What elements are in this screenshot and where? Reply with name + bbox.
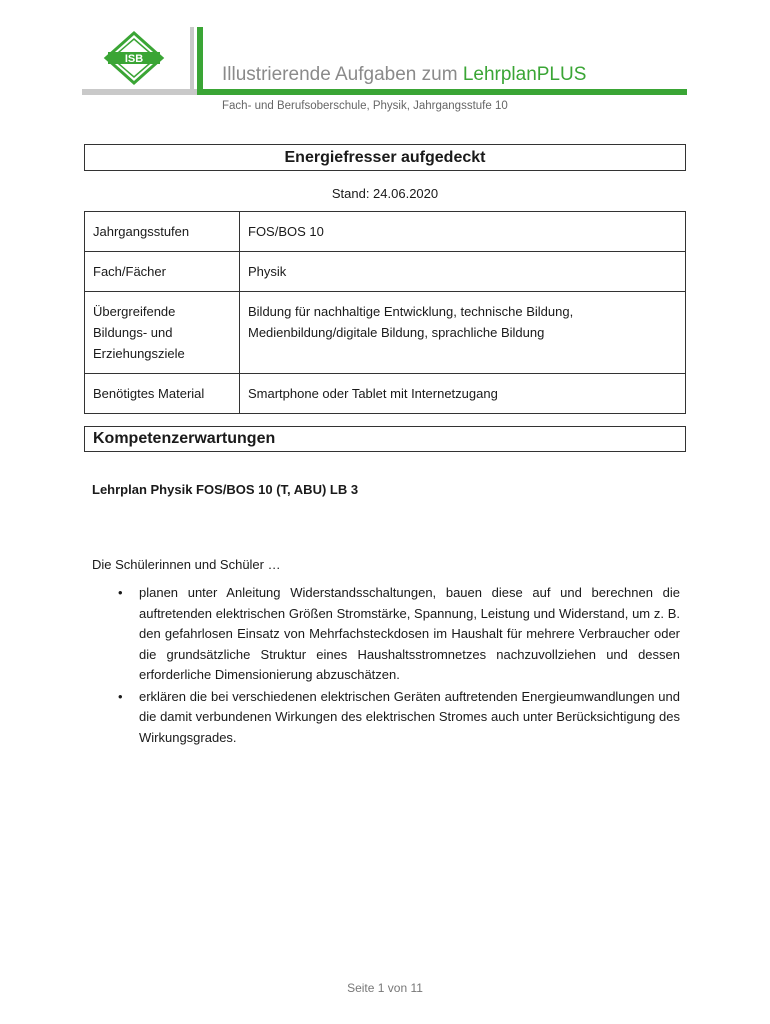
header-green-horizontal-bar bbox=[197, 89, 687, 95]
table-label: Jahrgangsstufen bbox=[85, 212, 240, 252]
bullet-icon: • bbox=[118, 585, 123, 600]
bullet-icon: • bbox=[118, 688, 123, 704]
header-green-vertical-bar bbox=[197, 27, 203, 95]
table-row bbox=[85, 292, 686, 374]
header-title-brand: LehrplanPLUS bbox=[462, 64, 587, 85]
table-row bbox=[85, 374, 686, 414]
header-gray-vertical-bar bbox=[190, 27, 194, 93]
header-subtitle: Fach- und Berufsoberschule, Physik, Jahrgangsstufe 10 bbox=[222, 100, 508, 112]
list-item-text: erklären die bei verschiedenen elektrischen Geräten auftretenden Energieumwandlungen und die damit verbundenen Wirkungen des elektrischen Stromes auch unter Berücksichtigung des Wirkungsgrades. bbox=[139, 688, 680, 745]
document-title: Energiefresser aufgedeckt bbox=[84, 144, 686, 171]
header-gray-horizontal-bar bbox=[82, 89, 202, 95]
table-value: Physik bbox=[240, 252, 686, 292]
competencies-intro: Die Schülerinnen und Schüler … bbox=[92, 557, 281, 572]
list-item bbox=[92, 583, 680, 686]
list-item-text: planen unter Anleitung Widerstandsschaltungen, bauen diese auf und berechnen die auftretenden elektrischen Größen Stromstärke, Spannung, Leistung und Widerstand, um z. B. den gefahrlosen Einsatz von Mehrfachsteckdosen im Haushalt für mehrere Verbraucher oder die grundsätzliche Struktur eines Haushaltsstromnetzes nachzuvollziehen und dessen erforderliche Dimensionierung abzuschätzen. bbox=[139, 585, 680, 682]
table-value: FOS/BOS 10 bbox=[240, 212, 686, 252]
table-row bbox=[85, 252, 686, 292]
page-number: Seite 1 von 11 bbox=[347, 981, 423, 995]
table-label: Fach/Fächer bbox=[85, 252, 240, 292]
isb-logo bbox=[82, 27, 194, 89]
table-label: Übergreifende Bildungs- und Erziehungsziele bbox=[85, 292, 240, 374]
table-label: Benötigtes Material bbox=[85, 374, 240, 414]
header-title bbox=[222, 64, 586, 86]
info-table bbox=[84, 211, 686, 414]
logo-text: ISB bbox=[124, 53, 144, 65]
lehrplan-reference: Lehrplan Physik FOS/BOS 10 (T, ABU) LB 3 bbox=[92, 482, 359, 497]
table-value: Bildung für nachhaltige Entwicklung, technische Bildung, Medienbildung/digitale Bildung, sprachliche Bildung bbox=[240, 292, 686, 374]
document-date: Stand: 24.06.2020 bbox=[331, 186, 439, 201]
table-value: Smartphone oder Tablet mit Internetzugang bbox=[240, 374, 686, 414]
competencies-list bbox=[92, 583, 680, 749]
list-item bbox=[92, 687, 680, 749]
header-title-prefix: Illustrierende Aufgaben zum bbox=[222, 64, 463, 85]
table-row bbox=[85, 212, 686, 252]
competencies-heading: Kompetenzerwartungen bbox=[84, 426, 686, 452]
